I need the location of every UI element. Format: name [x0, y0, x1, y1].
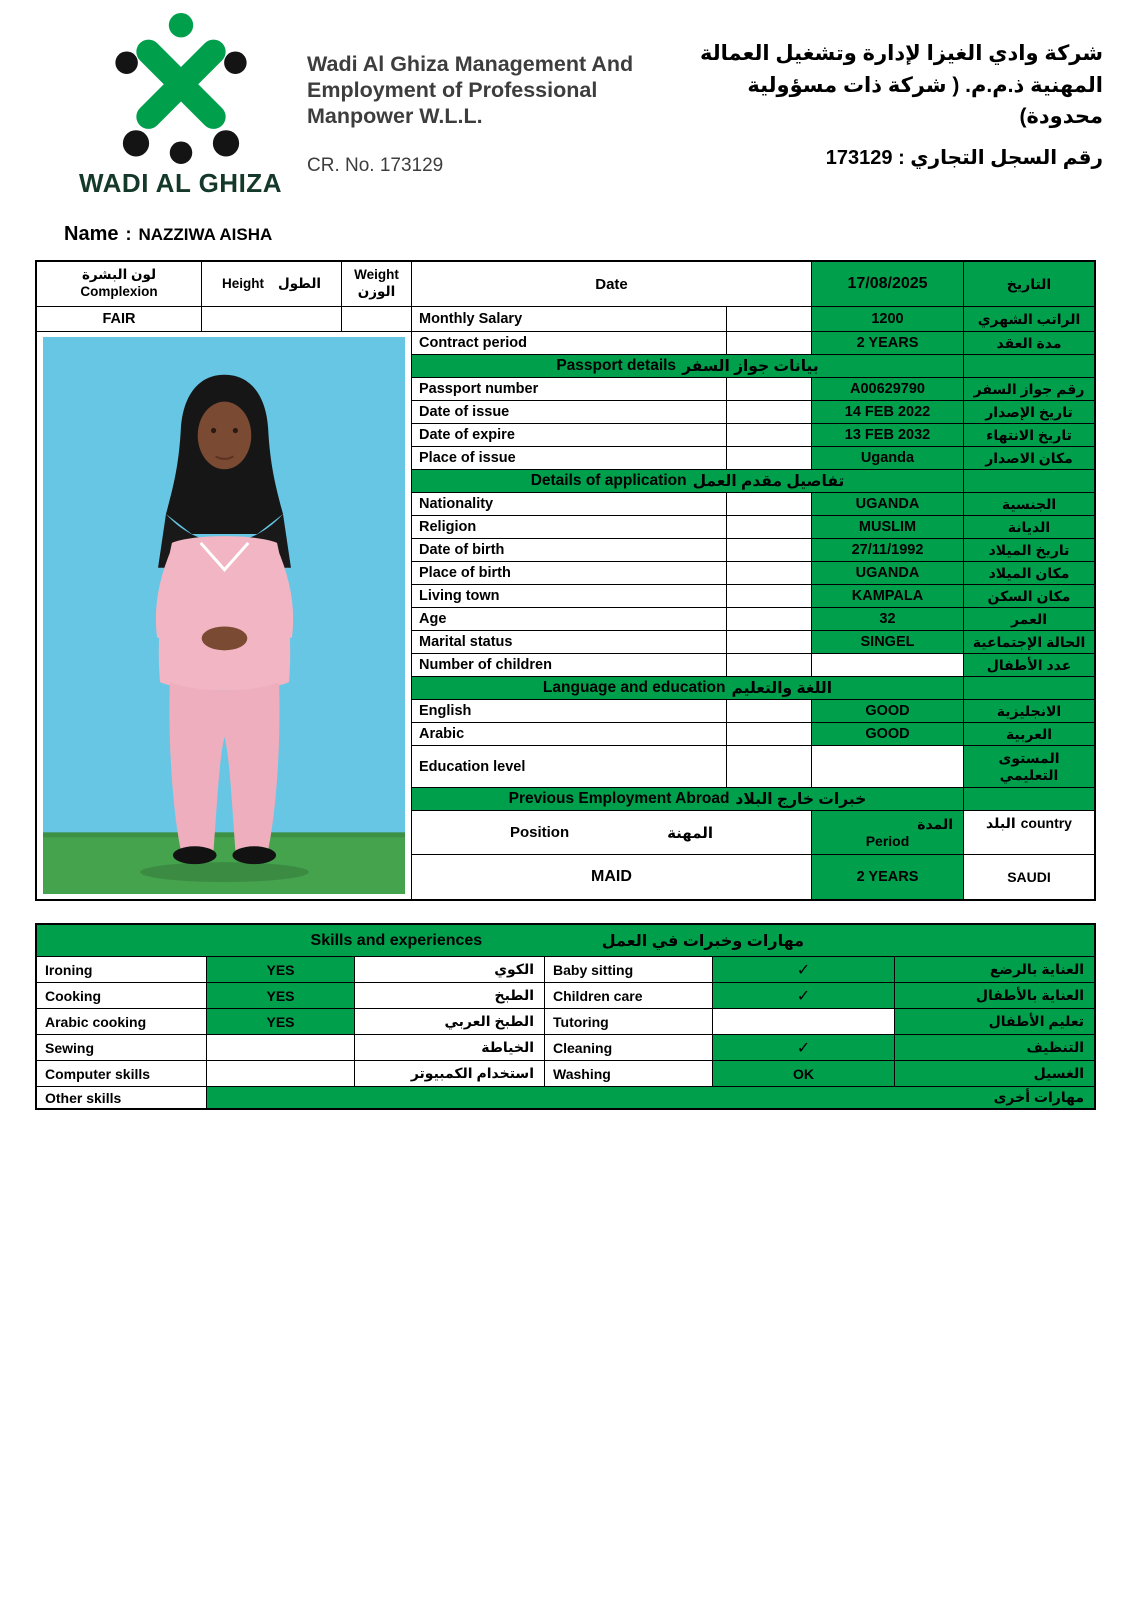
row-monthly-salary: [412, 307, 1094, 332]
spacer-cell: [727, 447, 812, 469]
logo-wordmark: WADI AL GHIZA: [79, 168, 282, 198]
field-label: English: [412, 700, 727, 722]
skill-label: Children care: [545, 983, 713, 1009]
skill-label: Sewing: [37, 1035, 207, 1061]
employment-country-value: SAUDI: [1007, 868, 1051, 885]
row-living-town: [412, 585, 1094, 608]
date-label-arabic: التاريخ: [964, 262, 1094, 306]
applicant-photo-cell: [37, 332, 411, 899]
skills-title-arabic: مهارات وخبرات في العمل: [601, 932, 805, 950]
skill-label-arabic: العناية بالأطفال: [895, 983, 1094, 1009]
spacer-cell: [727, 723, 812, 745]
contract-label-arabic: مدة العقد: [964, 332, 1094, 354]
complexion-label-arabic: لون البشرة: [81, 267, 157, 283]
field-label-arabic: العمر: [964, 608, 1094, 630]
physical-header-row: [37, 262, 411, 307]
row-employment-header: [412, 811, 1094, 855]
skill-label: Tutoring: [545, 1009, 713, 1035]
skill-label-arabic: الطبخ: [355, 983, 545, 1009]
skill-label: Baby sitting: [545, 957, 713, 983]
spacer-cell: [727, 401, 812, 423]
section-title-cell: [412, 677, 964, 699]
complexion-value: FAIR: [37, 307, 202, 331]
field-label: Passport number: [412, 378, 727, 400]
row-education-level: [412, 746, 1094, 788]
field-label-arabic: تاريخ الانتهاء: [964, 424, 1094, 446]
spacer-cell: [727, 378, 812, 400]
spacer-cell: [727, 539, 812, 561]
field-label: Religion: [412, 516, 727, 538]
field-label: Education level: [412, 746, 727, 787]
country-label-arabic: البلد: [986, 815, 1016, 831]
field-label-arabic: العربية: [964, 723, 1094, 745]
field-label-arabic: مكان الاصدار: [964, 447, 1094, 469]
country-header-cell: [964, 811, 1094, 854]
row-english: [412, 700, 1094, 723]
field-value: GOOD: [812, 700, 964, 722]
section-spacer-cell: [964, 470, 1094, 492]
skill-label: Arabic cooking: [37, 1009, 207, 1035]
company-en-line3: Manpower W.L.L.: [307, 103, 483, 128]
row-age: [412, 608, 1094, 631]
spacer-cell: [727, 493, 812, 515]
row-date-of-issue: [412, 401, 1094, 424]
name-label: Name: [64, 223, 119, 245]
field-label-arabic: تاريخ الميلاد: [964, 539, 1094, 561]
section-passport-details: [412, 355, 1094, 378]
section-title-cell: [412, 355, 964, 377]
section-spacer-cell: [964, 788, 1094, 810]
skill-label-arabic: الكوي: [355, 957, 545, 983]
company-en-line2: Employment of Professional: [307, 77, 598, 102]
field-label: Number of children: [412, 654, 727, 676]
row-contract-period: [412, 332, 1094, 355]
photo-panel: [37, 262, 412, 899]
section-previous-employment: [412, 788, 1094, 811]
position-label: Position: [509, 824, 570, 841]
skills-title: Skills and experiences: [310, 931, 483, 949]
row-number-of-children: [412, 654, 1094, 677]
contract-label: Contract period: [412, 332, 727, 354]
spacer-cell: [727, 424, 812, 446]
company-ar-line3: محدودة): [1019, 105, 1103, 128]
field-label: Date of birth: [412, 539, 727, 561]
row-marital-status: [412, 631, 1094, 654]
position-label-arabic: المهنة: [667, 824, 714, 842]
skills-table: [35, 923, 1096, 1110]
salary-label-arabic: الراتب الشهري: [964, 307, 1094, 331]
field-value: 14 FEB 2022: [812, 401, 964, 423]
field-label-arabic: الحالة الإجتماعية: [964, 631, 1094, 653]
skill-label-arabic: التنظيف: [895, 1035, 1094, 1061]
applicant-name: NAZZIWA AISHA: [138, 225, 273, 244]
section-title-ar: بيانات جواز السفر: [682, 357, 819, 375]
skill-label: Washing: [545, 1061, 713, 1087]
spacer-cell: [727, 585, 812, 607]
skill-value: YES: [207, 1009, 355, 1035]
field-value: KAMPALA: [812, 585, 964, 607]
spacer-cell: [727, 562, 812, 584]
field-label-arabic: مكان السكن: [964, 585, 1094, 607]
field-label: Nationality: [412, 493, 727, 515]
skill-label-arabic: العناية بالرضع: [895, 957, 1094, 983]
company-ar-line2: المهنية ذ.م.م. ( شركة ذات مسؤولية: [747, 73, 1103, 97]
field-label: Living town: [412, 585, 727, 607]
employment-period-value: 2 YEARS: [812, 855, 964, 899]
skill-label-arabic: الخياطة: [355, 1035, 545, 1061]
weight-label-arabic: الوزن: [357, 284, 396, 299]
spacer-cell: [727, 608, 812, 630]
field-value: [812, 746, 964, 787]
weight-header-cell: [342, 262, 411, 306]
section-title-ar: اللغة والتعليم: [731, 679, 833, 697]
field-value: [812, 654, 964, 676]
cr-number-arabic: رقم السجل التجاري : 173129: [825, 146, 1103, 169]
row-religion: [412, 516, 1094, 539]
field-value: Uganda: [812, 447, 964, 469]
spacer-cell: [727, 516, 812, 538]
skills-header: [37, 925, 1094, 957]
field-value: SINGEL: [812, 631, 964, 653]
field-value: A00629790: [812, 378, 964, 400]
company-en-line1: Wadi Al Ghiza Management And: [307, 52, 634, 76]
date-label: Date: [412, 262, 812, 306]
section-title-ar: خبرات خارج البلاد: [735, 790, 867, 808]
row-date-of-birth: [412, 539, 1094, 562]
skill-value: YES: [207, 957, 355, 983]
field-value: MUSLIM: [812, 516, 964, 538]
field-value: GOOD: [812, 723, 964, 745]
height-label: Height: [221, 275, 264, 291]
spacer-cell: [727, 631, 812, 653]
skill-label-arabic: استخدام الكمبيوتر: [355, 1061, 545, 1087]
other-skills-bar: مهارات أخرى: [207, 1087, 1094, 1108]
country-label: country: [1020, 815, 1072, 831]
field-value: 32: [812, 608, 964, 630]
skill-value: OK: [713, 1061, 895, 1087]
section-details-of-application: [412, 470, 1094, 493]
check-mark: ✓: [713, 1035, 895, 1061]
field-label-arabic: عدد الأطفال: [964, 654, 1094, 676]
field-label: Date of issue: [412, 401, 727, 423]
skill-label: Cleaning: [545, 1035, 713, 1061]
height-label-arabic: الطول: [277, 275, 322, 291]
skill-label-arabic: تعليم الأطفال: [895, 1009, 1094, 1035]
salary-label: Monthly Salary: [412, 307, 727, 331]
height-value-cell: [202, 307, 342, 331]
skill-label-arabic: الطبخ العربي: [355, 1009, 545, 1035]
company-name-english: [307, 10, 667, 177]
field-value: 13 FEB 2032: [812, 424, 964, 446]
logo-block: [58, 10, 303, 199]
field-label-arabic: المستوى التعليمي: [964, 746, 1094, 787]
section-title-en: Passport details: [556, 357, 677, 374]
field-label: Arabic: [412, 723, 727, 745]
row-employment-record: [412, 855, 1094, 899]
row-nationality: [412, 493, 1094, 516]
height-header-cell: [202, 262, 342, 306]
field-label: Place of issue: [412, 447, 727, 469]
skill-label: Other skills: [37, 1087, 207, 1108]
complexion-label: Complexion: [80, 284, 158, 299]
weight-value-cell: [342, 307, 411, 331]
applicant-photo: [43, 337, 405, 894]
section-title-ar: تفاصيل مقدم العمل: [692, 472, 845, 490]
field-label-arabic: تاريخ الإصدار: [964, 401, 1094, 423]
section-title-en: Details of application: [530, 472, 687, 489]
section-title-en: Language and education: [542, 679, 726, 696]
field-label: Marital status: [412, 631, 727, 653]
applicant-info-table: [35, 260, 1096, 901]
row-place-of-birth: [412, 562, 1094, 585]
row-place-of-issue: [412, 447, 1094, 470]
period-header-cell: [812, 811, 964, 854]
section-title-en: Previous Employment Abroad: [508, 790, 730, 807]
skill-value: [713, 1009, 895, 1035]
cr-number-english: CR. No. 173129: [307, 155, 444, 177]
field-label-arabic: الجنسية: [964, 493, 1094, 515]
spacer-cell: [727, 307, 812, 331]
spacer-cell: [727, 700, 812, 722]
field-value: UGANDA: [812, 493, 964, 515]
complexion-header-cell: [37, 262, 202, 306]
field-label-arabic: مكان الميلاد: [964, 562, 1094, 584]
section-title-cell: [412, 788, 964, 810]
period-label-arabic: المدة: [917, 816, 953, 833]
field-label: Age: [412, 608, 727, 630]
period-label: Period: [865, 832, 910, 849]
spacer-cell: [727, 332, 812, 354]
physical-value-row: [37, 307, 411, 332]
employment-position-value: MAID: [412, 855, 812, 899]
field-label: Place of birth: [412, 562, 727, 584]
field-label-arabic: رقم جواز السفر: [964, 378, 1094, 400]
field-value: 27/11/1992: [812, 539, 964, 561]
document-header: [0, 0, 1131, 199]
skill-value: [207, 1035, 355, 1061]
skill-label: Ironing: [37, 957, 207, 983]
section-title-cell: [412, 470, 964, 492]
position-header-cell: [412, 811, 812, 854]
row-passport-number: [412, 378, 1094, 401]
section-spacer-cell: [964, 355, 1094, 377]
skill-label: Computer skills: [37, 1061, 207, 1087]
row-arabic: [412, 723, 1094, 746]
name-separator: :: [125, 224, 132, 244]
skills-body: [37, 957, 1094, 1108]
section-spacer-cell: [964, 677, 1094, 699]
check-mark: ✓: [713, 983, 895, 1009]
check-mark: ✓: [713, 957, 895, 983]
field-value: UGANDA: [812, 562, 964, 584]
skill-label: Cooking: [37, 983, 207, 1009]
weight-label: Weight: [354, 267, 399, 283]
section-language-and-education: [412, 677, 1094, 700]
company-logo-icon: [106, 10, 256, 166]
details-panel: [412, 262, 1094, 899]
contract-value: 2 YEARS: [812, 332, 964, 354]
field-label: Date of expire: [412, 424, 727, 446]
company-ar-line1: شركة وادي الغيزا لإدارة وتشغيل العمالة: [700, 42, 1103, 65]
skill-label-arabic: الغسيل: [895, 1061, 1094, 1087]
spacer-cell: [727, 654, 812, 676]
company-name-arabic: [700, 10, 1103, 170]
row-date-of-expire: [412, 424, 1094, 447]
field-label-arabic: الانجليزية: [964, 700, 1094, 722]
row-date: [412, 262, 1094, 307]
skill-value: YES: [207, 983, 355, 1009]
applicant-name-line: [64, 223, 1131, 246]
date-value: 17/08/2025: [812, 262, 964, 306]
salary-value: 1200: [812, 307, 964, 331]
skill-value: [207, 1061, 355, 1087]
spacer-cell: [727, 746, 812, 787]
field-label-arabic: الديانة: [964, 516, 1094, 538]
